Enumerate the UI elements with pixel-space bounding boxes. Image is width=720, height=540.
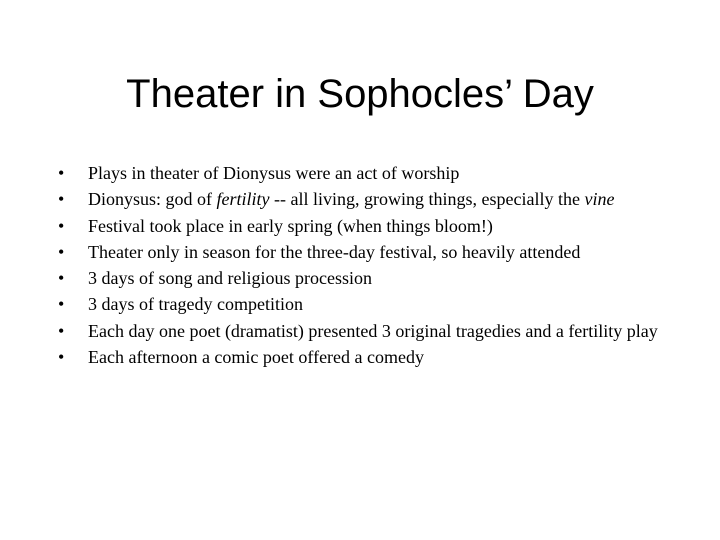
- list-item: [58, 267, 658, 289]
- bullet-text: Each afternoon a comic poet offered a comedy: [88, 347, 425, 368]
- bullet-icon: •: [58, 294, 65, 315]
- list-item: [58, 241, 658, 263]
- bullet-icon: •: [58, 241, 65, 262]
- bullet-text: Theater only in season for the three-day festival, so heavily attended: [88, 241, 581, 262]
- bullet-icon: •: [58, 320, 65, 341]
- bullet-text: Plays in theater of Dionysus were an act of worship: [88, 163, 460, 183]
- bullet-icon: •: [58, 189, 65, 210]
- list-item: [58, 293, 658, 315]
- bullet-text: Festival took place in early spring (when things bloom!): [88, 215, 493, 236]
- bullet-list: [58, 162, 658, 372]
- bullet-icon: •: [58, 163, 65, 183]
- bullet-text: 3 days of tragedy competition: [88, 294, 303, 315]
- bullet-text: -- all living, growing things, especially the: [269, 189, 585, 210]
- list-item: [58, 162, 658, 184]
- bullet-emphasis: vine: [584, 189, 615, 210]
- list-item: [58, 346, 658, 368]
- slide-title: Theater in Sophocles’ Day: [126, 72, 594, 116]
- list-item: [58, 215, 658, 237]
- bullet-icon: •: [58, 215, 65, 236]
- bullet-icon: •: [58, 347, 65, 368]
- bullet-emphasis: fertility: [216, 189, 270, 210]
- bullet-text: Dionysus: god of: [88, 189, 217, 210]
- bullet-text: 3 days of song and religious procession: [88, 268, 372, 289]
- list-item: [58, 320, 658, 342]
- bullet-icon: •: [58, 268, 65, 289]
- bullet-text: Each day one poet (dramatist) presented 3 original tragedies and a fertility play: [88, 320, 658, 341]
- list-item: [58, 188, 658, 210]
